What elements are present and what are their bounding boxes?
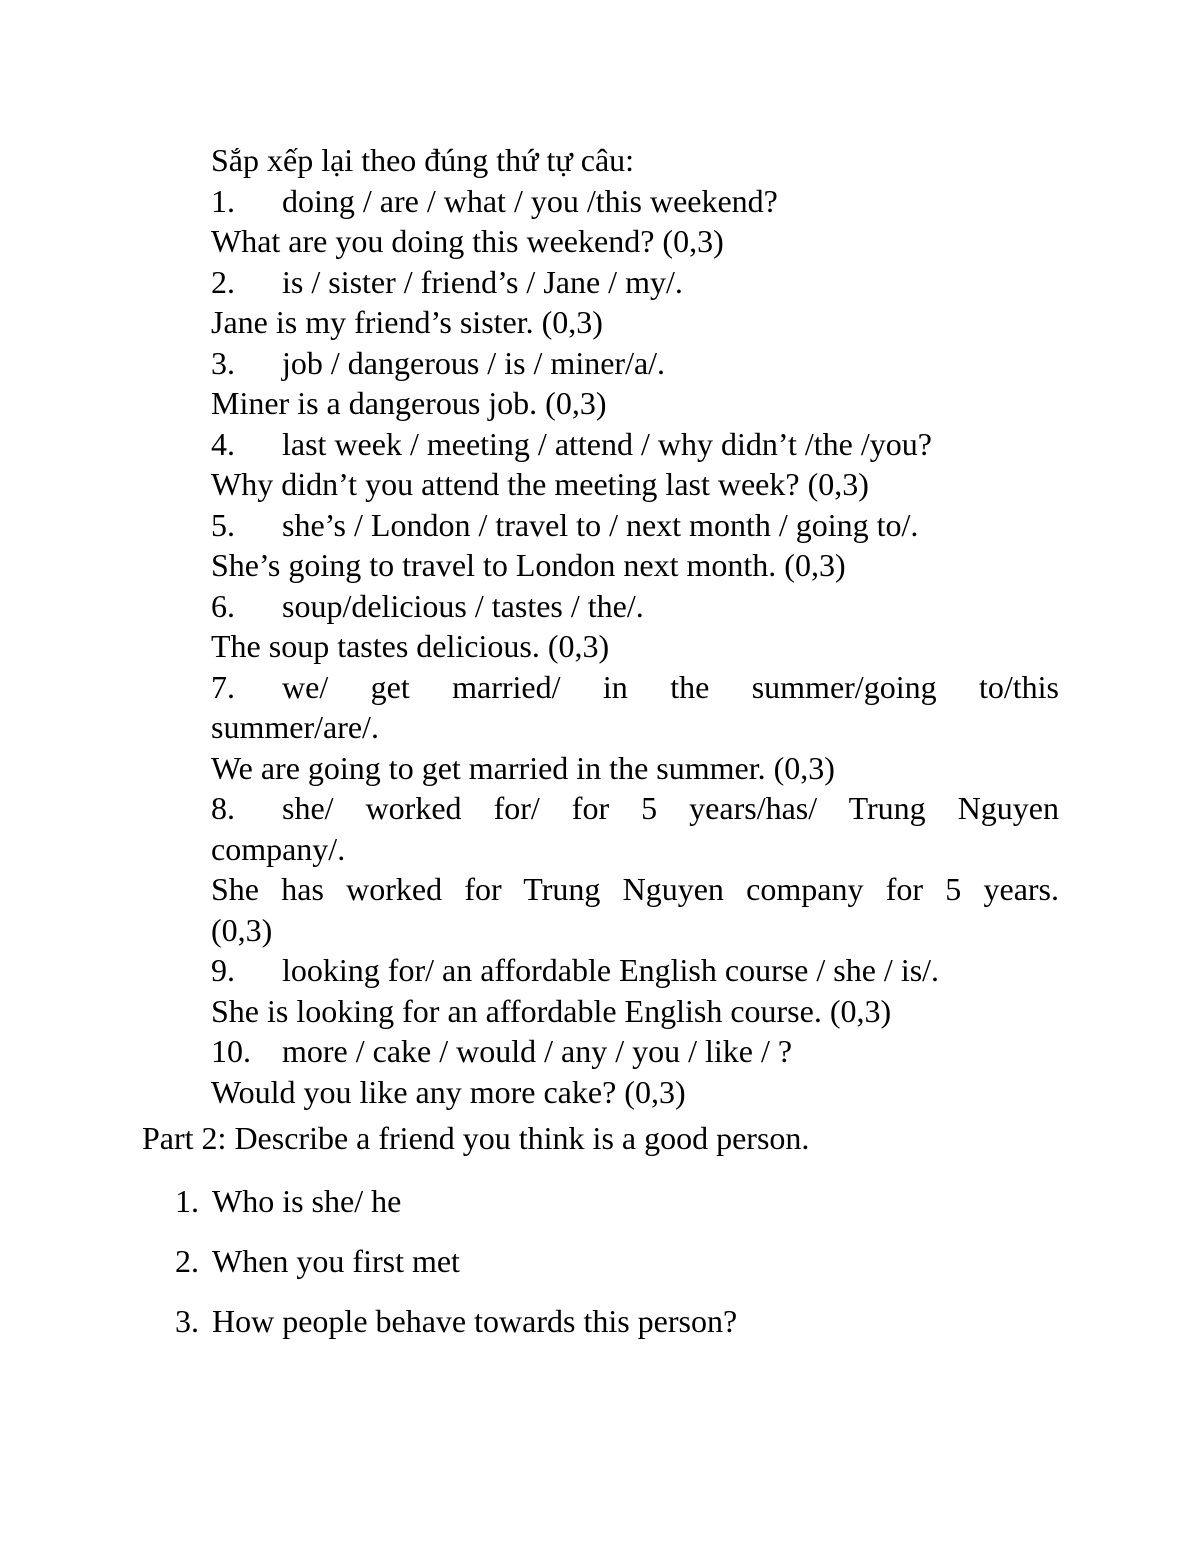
list-item [175, 1301, 737, 1361]
question-prompt: she/ worked for/ for 5 years/has/ Trung Nguyen company/. [211, 790, 1059, 867]
part2-title: Part 2: Describe a friend you think is a good person. [142, 1120, 810, 1156]
question-answer: Why didn’t you attend the meeting last week? (0,3) [211, 466, 869, 502]
question-answer: She is looking for an affordable English course. (0,3) [211, 992, 892, 1029]
question-answer: Miner is a dangerous job. (0,3) [211, 385, 607, 421]
question-prompt: she’s / London / travel to / next month / going to/. [282, 506, 919, 543]
question-item-3 [211, 343, 1059, 384]
question-prompt: looking for/ an affordable English course / she / is/. [282, 952, 940, 988]
question-prompt: doing / are / what / you /this weekend? [282, 182, 778, 219]
question-number: 9. [211, 952, 235, 988]
part1-section [211, 140, 1059, 1112]
question-item-9 [211, 950, 1059, 991]
question-number: 5. [211, 506, 235, 543]
list-item [175, 1181, 737, 1241]
question-item-5 [211, 505, 1059, 546]
question-number: 2. [211, 263, 235, 300]
list-item-number: 3. [175, 1303, 199, 1339]
question-answer: She has worked for Trung Nguyen company for 5 years. (0,3) [211, 871, 1059, 948]
list-item-number: 1. [175, 1183, 199, 1219]
list-item-text: Who is she/ he [212, 1183, 402, 1219]
question-number: 10. [211, 1033, 251, 1069]
question-answer: Would you like any more cake? (0,3) [211, 1073, 686, 1110]
question-item-2 [211, 262, 1059, 303]
question-prompt: job / dangerous / is / miner/a/. [282, 344, 666, 381]
list-item [175, 1241, 737, 1301]
question-number: 6. [211, 587, 235, 624]
question-answer: She’s going to travel to London next month. (0,3) [211, 547, 846, 583]
part1-instruction: Sắp xếp lại theo đúng thứ tự câu: [211, 142, 635, 178]
list-item-number: 2. [175, 1243, 199, 1279]
question-prompt: soup/delicious / tastes / the/. [282, 587, 644, 624]
question-item-8 [211, 788, 1059, 869]
question-number: 4. [211, 425, 235, 462]
question-prompt: more / cake / would / any / you / like / ? [282, 1033, 793, 1069]
question-prompt: is / sister / friend’s / Jane / my/. [282, 263, 683, 300]
question-item-4 [211, 424, 1059, 465]
question-answer: What are you doing this weekend? (0,3) [211, 223, 724, 259]
list-item-text: When you first met [212, 1243, 460, 1279]
question-number: 8. [211, 790, 235, 826]
question-answer: The soup tastes delicious. (0,3) [211, 628, 610, 664]
part2-list [175, 1181, 737, 1361]
question-answer: We are going to get married in the summer. (0,3) [211, 749, 835, 786]
question-number: 7. [211, 668, 235, 705]
question-item-6 [211, 586, 1059, 627]
question-number: 3. [211, 344, 235, 381]
question-prompt: we/ get married/ in the summer/going to/this summer/are/. [211, 668, 1059, 745]
question-item-10 [211, 1031, 1059, 1072]
question-item-1 [211, 181, 1059, 222]
question-answer: Jane is my friend’s sister. (0,3) [211, 304, 603, 340]
question-number: 1. [211, 182, 235, 219]
question-item-7 [211, 667, 1059, 748]
question-prompt: last week / meeting / attend / why didn’t /the /you? [282, 425, 932, 462]
list-item-text: How people behave towards this person? [212, 1303, 738, 1339]
